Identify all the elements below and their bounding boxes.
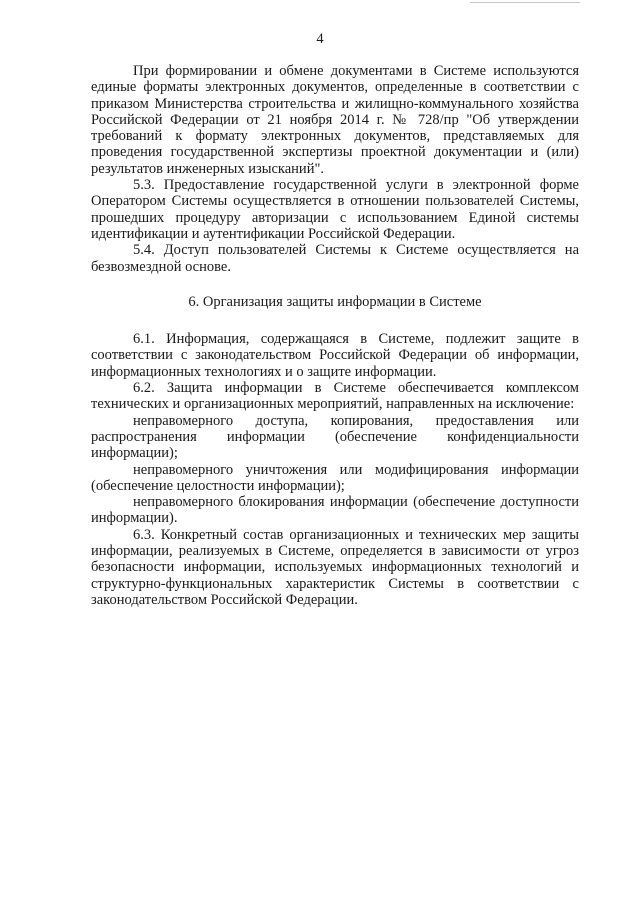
list-item-integrity: неправомерного уничтожения или модифицирования информации (обеспечение целостности информации); <box>91 461 579 494</box>
paragraph-formats: При формировании и обмене документами в Системе используются единые форматы электронных документов, определенные в соответствии с приказом Министерства строительства и жилищно-коммунального хозяйства Российской Федерации от 21 ноября 2014 г. № 728/пр "Об утверждении требований к формату электронных документов, представляемых для проведения государственной экспертизы проектной документации и (или) результатов инженерных изысканий". <box>91 63 579 177</box>
section-heading: 6. Организация защиты информации в Системе <box>188 293 482 310</box>
paragraph-6-2: 6.2. Защита информации в Системе обеспечивается комплексом технических и организационных мероприятий, направленных на исключение: <box>91 380 579 413</box>
paragraph-6-1: 6.1. Информация, содержащаяся в Системе, подлежит защите в соответствии с законодательством Российской Федерации об информации, информационных технологиях и о защите информации. <box>91 331 579 380</box>
scan-edge-mark <box>470 2 580 3</box>
document-body <box>91 63 579 608</box>
list-item-confidentiality: неправомерного доступа, копирования, предоставления или распространения информации (обеспечение конфиденциальности информации); <box>91 412 579 462</box>
page-number: 4 <box>316 31 324 47</box>
list-item-availability: неправомерного блокирования информации (обеспечение доступности информации). <box>91 494 579 527</box>
paragraph-5-3: 5.3. Предоставление государственной услуги в электронной форме Оператором Системы осуществляется в отношении пользователей Системы, прошедших процедуру авторизации с использованием Единой системы идентификации и аутентификации Российской Федерации. <box>91 177 579 242</box>
paragraph-5-4: 5.4. Доступ пользователей Системы к Системе осуществляется на безвозмездной основе. <box>91 242 579 275</box>
paragraph-6-3: 6.3. Конкретный состав организационных и технических мер защиты информации, реализуемых в Системе, определяется в зависимости от угроз безопасности информации, используемых информационных технологий и структурно-функциональных характеристик Системы в соответствии с законодательством Российской Федерации. <box>91 526 579 608</box>
